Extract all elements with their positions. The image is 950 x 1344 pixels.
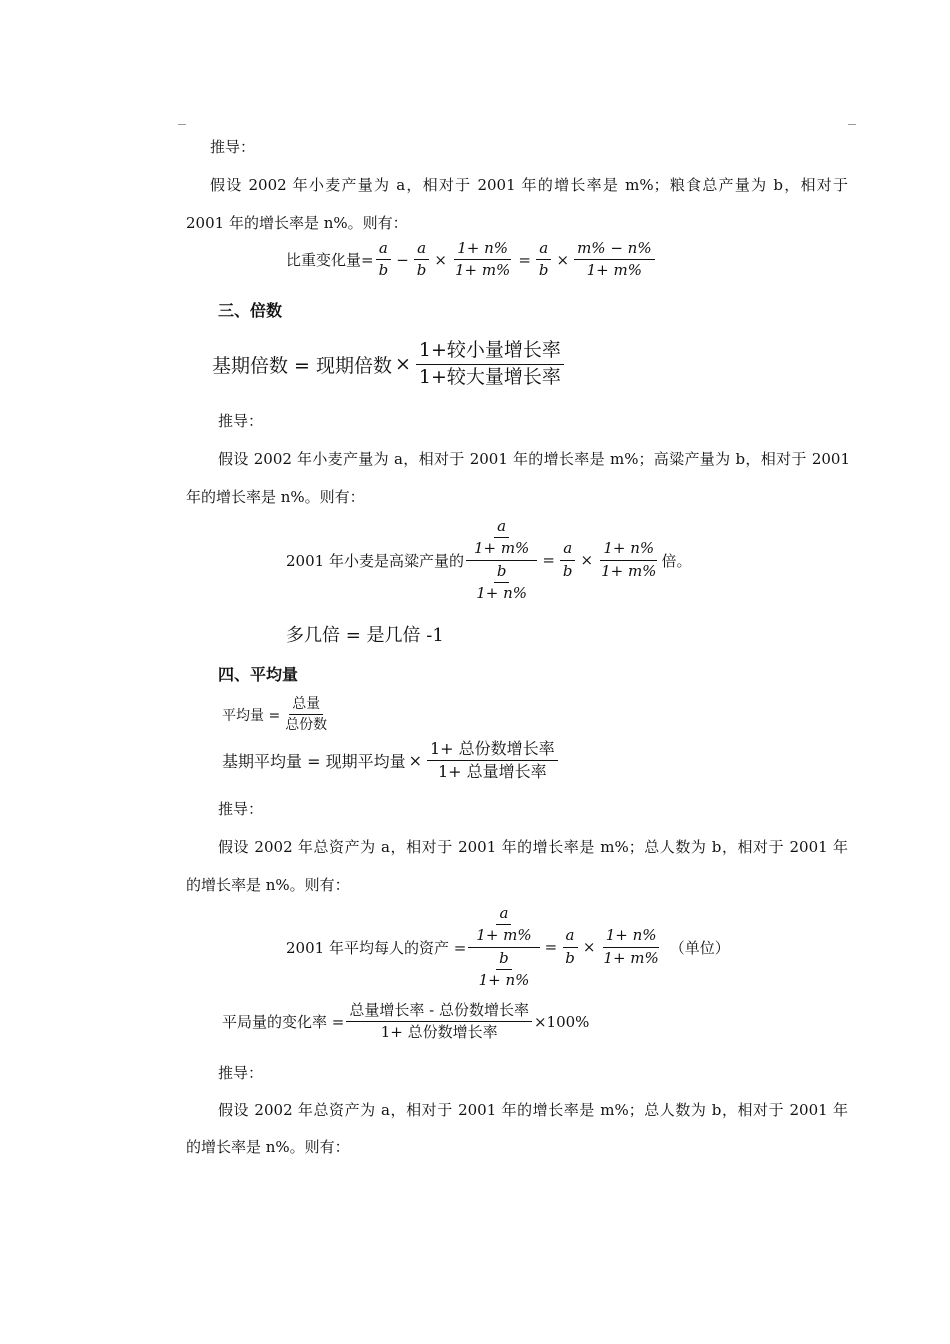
formula-lhs: 2001 年平均每人的资产 = bbox=[286, 938, 467, 957]
formula-base-multiple: 基期倍数 = 现期倍数 × $\frac{\text{1+较小量增长率}}{\text{1+较大量增长率}}$ bbox=[212, 340, 566, 389]
paragraph-line: 年的增长率是 n%。则有： bbox=[186, 488, 365, 506]
paragraph-line: 假设 2002 年总资产为 a，相对于 2001 年的增长率是 m%；总人数为 b，相对于 2001 年 bbox=[218, 1101, 848, 1119]
fraction-average: $\frac{\text{总量}}{\text{总份数}}$ bbox=[285, 696, 328, 734]
formula-lhs: 平局量的变化率 = bbox=[222, 1013, 345, 1032]
fraction-growth: $\frac{1+ n\%}{1+ m\%}$ bbox=[603, 926, 659, 967]
paragraph-line: 假设 2002 年小麦产量为 a，相对于 2001 年的增长率是 m%；粮食总产量为 b，相对于 bbox=[210, 176, 848, 194]
section-title: 三、倍数 bbox=[218, 301, 283, 320]
formula-lhs: 平均量 = bbox=[222, 707, 281, 724]
formula-lhs: 2001 年小麦是高粱产量的 bbox=[286, 551, 464, 570]
fraction-a-over-b: $\frac{a}{b}$ bbox=[414, 240, 430, 280]
paragraph-line: 的增长率是 n%。则有： bbox=[186, 1138, 350, 1156]
fraction-growth: $\frac{1+ n\%}{1+ m\%}$ bbox=[454, 239, 511, 280]
fraction-a-over-b: $\frac{a}{b}$ bbox=[376, 240, 392, 280]
fraction-growth-diff: $\frac{m\% - n\%}{1+ m\%}$ bbox=[574, 240, 655, 280]
header-corner-mark-right bbox=[848, 124, 856, 125]
fraction-a-over-b: $\frac{a}{b}$ bbox=[536, 240, 552, 280]
derivation-label: 推导： bbox=[218, 800, 264, 818]
fraction-change-rate: $\frac{\text{总量增长率 - 总份数增长率}}{\text{1+ 总份数增长率}}$ bbox=[346, 1002, 532, 1042]
header-corner-mark-left bbox=[178, 124, 186, 125]
fraction-a-over-b: $\frac{a}{b}$ bbox=[560, 540, 576, 580]
derivation-label: 推导： bbox=[218, 412, 264, 430]
paragraph-line: 2001 年的增长率是 n%。则有： bbox=[186, 214, 408, 232]
formula-suffix: （单位） bbox=[669, 938, 730, 957]
fraction-multiple: $\frac{\text{1+较小量增长率}}{\text{1+较大量增长率}}$ bbox=[416, 340, 564, 389]
compound-fraction: $\frac{\frac{a}{1+ m\%}}{\frac{b}{1+ n\%}}$ bbox=[468, 905, 539, 989]
fraction-base-average: $\frac{\text{1+ 总份数增长率}}{\text{1+ 总量增长率}}$ bbox=[427, 740, 558, 782]
formula-lhs: 比重变化量= bbox=[286, 251, 374, 270]
formula-suffix: 倍。 bbox=[661, 551, 692, 570]
section-title: 四、平均量 bbox=[218, 665, 299, 684]
paragraph-line: 假设 2002 年小麦产量为 a，相对于 2001 年的增长率是 m%；高粱产量为 b，相对于 2001 bbox=[218, 450, 850, 468]
multiple-relation: 多几倍 = 是几倍 -1 bbox=[286, 625, 444, 646]
compound-fraction: $\frac{\frac{a}{1+ m\%}}{\frac{b}{1+ n\%}}$ bbox=[466, 518, 537, 602]
derivation-label: 推导： bbox=[210, 138, 256, 156]
formula-base-average: 基期平均量 = 现期平均量 × $\frac{\text{1+ 总份数增长率}}{\text{1+ 总量增长率}}$ bbox=[222, 740, 560, 782]
formula-proportion-change: 比重变化量= $\frac{a}{b}$ − $\frac{a}{b}$ × $\frac{1+ n\%}{1+ m\%}$ = $\frac{a}{b}$ × $\frac{m\% - n\%}{1+ m\%}$ bbox=[286, 240, 657, 280]
fraction-a-over-b: $\frac{a}{b}$ bbox=[562, 927, 578, 967]
formula-average bbox=[222, 696, 332, 733]
formula-lhs: 基期倍数 = 现期倍数 bbox=[212, 354, 392, 377]
fraction-growth: $\frac{1+ n\%}{1+ m\%}$ bbox=[601, 539, 657, 580]
formula-per-capita: 2001 年平均每人的资产 = $\frac{\frac{a}{1+ m\%}}{\frac{b}{1+ n\%}}$ = $\frac{a}{b}$ × $\frac{1+ n\%}{1+ m\%}$ （单位） bbox=[286, 904, 730, 989]
formula-lhs: 基期平均量 = 现期平均量 bbox=[222, 752, 406, 772]
formula-suffix: ×100% bbox=[533, 1012, 590, 1031]
derivation-label: 推导： bbox=[218, 1064, 264, 1082]
formula-average-change-rate bbox=[222, 1002, 589, 1042]
paragraph-line: 的增长率是 n%。则有： bbox=[186, 876, 350, 894]
paragraph-line: 假设 2002 年总资产为 a，相对于 2001 年的增长率是 m%；总人数为 b，相对于 2001 年 bbox=[218, 838, 848, 856]
formula-multiple-derivation: 2001 年小麦是高粱产量的 $\frac{\frac{a}{1+ m\%}}{\frac{b}{1+ n\%}}$ = $\frac{a}{b}$ × $\frac{1+ n\%}{1+ m\%}$ 倍。 bbox=[286, 517, 692, 602]
